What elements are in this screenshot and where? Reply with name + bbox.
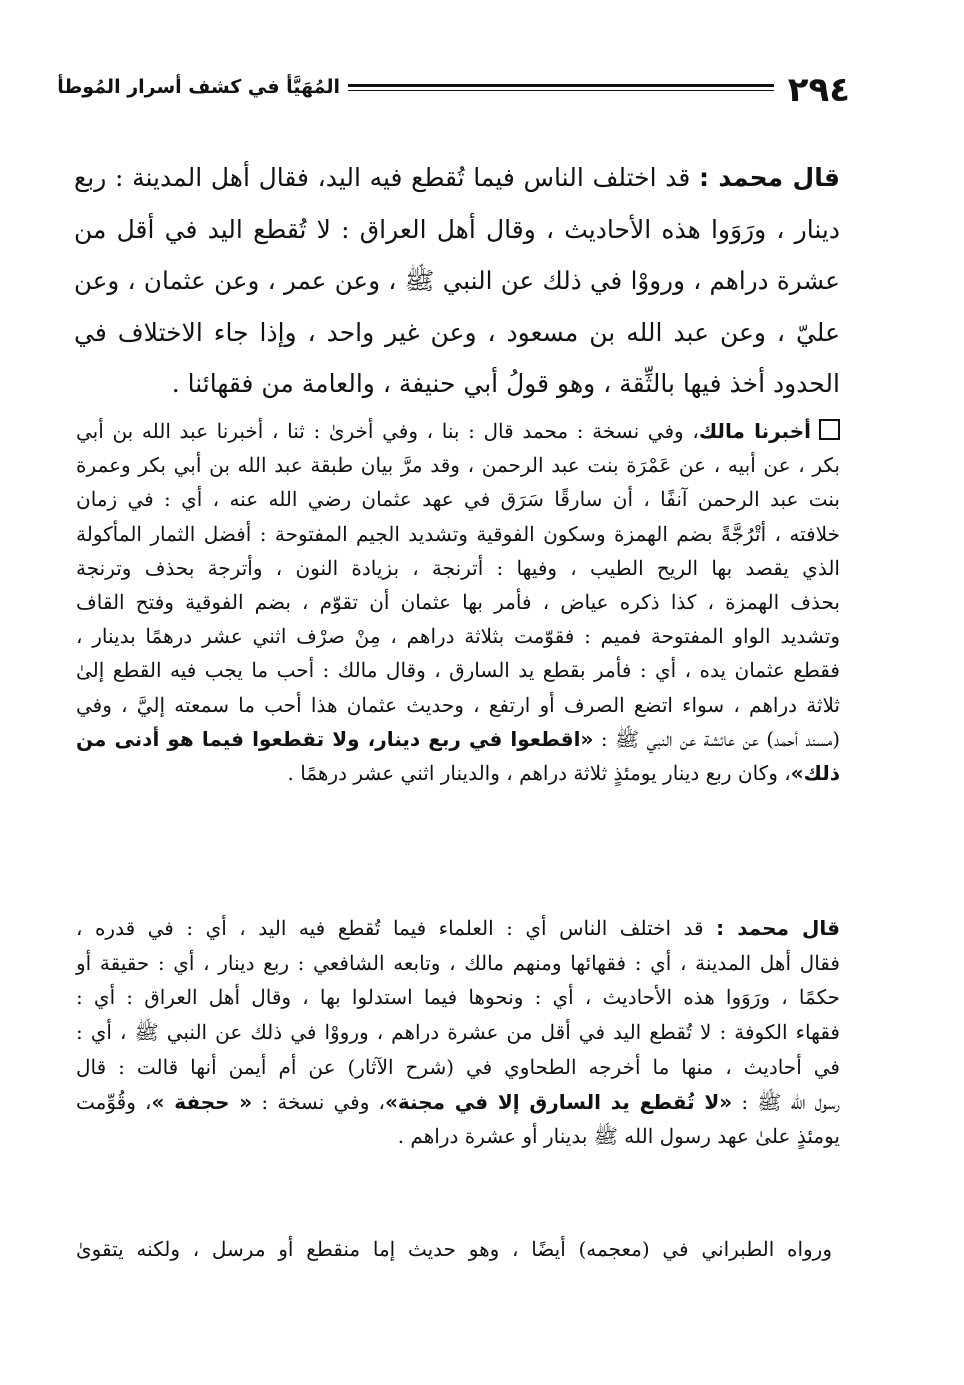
text-line: فقطع عثمان يده ، أي : فأمر بقطع يد السارق ، وقال مالك : أحب ما يجب فيه القطع إلىٰ [76,658,840,683]
text-line: رسول الله ﷺ : «لا تُقطع يد السارق إلا في مجنة»، وفي نسخة : « حجفة »، وقُوِّمت [76,1089,840,1114]
speaker-lead: قال محمد : [698,163,840,192]
text-line: الحدود أخذ فيها بالثِّقة ، وهو قولُ أبي حنيفة ، والعامة من فقهائنا . [171,369,840,398]
text-line: عشرة دراهم ، ورووْا في ذلك عن النبي ﷺ ، وعن عمر ، وعن عثمان ، وعن [74,266,840,295]
text-line: قال محمد : قد اختلف الناس فيما تُقطع فيه اليد، فقال أهل المدينة : ربع [74,163,840,192]
square-marker-icon [819,419,840,440]
text-line: بنت عبد الرحمن آنفًا ، أن سارقًا سَرَق في عهد عثمان رضي الله عنه ، أي : في زمان [76,487,840,512]
text-line: بحذف الهمزة ، كذا ذكره عياض ، فأمر بها عثمان أن تقوّم ، بضم الفوقية وفتح القاف [76,590,840,615]
hadith-quote: «لا تُقطع يد السارق إلا في مجنة» [385,1089,733,1114]
text-line: وتشديد الواو المفتوحة فميم : فقوّمت بثلاثة دراهم ، مِنْ صرْف اثني عشر درهمًا بدينار ، [76,624,840,649]
page-number: ٢٩٤ [787,70,850,110]
text-line: في أحاديث ، منها ما أخرجه الطحاوي في (شرح الآثار) عن أم أيمن أنها قالت : قال [76,1054,840,1079]
header-rule [348,84,774,91]
commentary-paragraph [76,1232,832,1266]
text-line: الذي يقصد بها الريح الطيب ، وفيها : أترنجة ، بزيادة النون ، وأترجة بحذف وترنجة [76,555,840,580]
text-line: فقال أهل المدينة ، أي : فقهائها ومنهم مالك ، وتابعه الشافعي : ربع دينار ، أي : حقيقة أو [76,950,840,975]
text-line: عليّ ، وعن عبد الله بن مسعود ، وعن غير واحد ، وإذا جاء الاختلاف في [74,317,840,347]
text-line: ورواه الطبراني في (معجمه) أيضًا ، وهو حديث إما منقطع أو مرسل ، ولكنه يتقوىٰ [76,1237,832,1261]
text-line: ذلك»، وكان ربع دينار يومئذٍ ثلاثة دراهم ، والدينار اثني عشر درهمًا . [287,761,840,786]
text-line: قال محمد : قد اختلف الناس أي : العلماء فيما تُقطع فيه اليد ، أي : في قدره ، [76,916,841,940]
text-line: حكمًا ، ورَوَوا هذه الأحاديث ، أي : ونحوها فيما استدلوا بها ، وقال أهل العراق : أي : [76,985,840,1010]
text-line: يومئذٍ علىٰ عهد رسول الله ﷺ بدينار أو عشرة دراهم . [397,1124,840,1149]
speaker-lead: قال محمد : [716,916,841,940]
page-header [57,70,850,120]
book-title: المُهَيَّأ في كشف أسرار المُوطأ [57,76,340,98]
narrator-lead: أخبرنا مالك [698,419,811,443]
main-text-paragraph [74,152,840,410]
variant-reading: « حجفة » [151,1089,253,1114]
text-line: بكر ، عن أبيه ، عن عَمْرَة بنت عبد الرحمن ، وقد مرَّ بيان طبقة عبد الله بن أبي بكر وعمرة [76,453,840,478]
commentary-paragraph [76,414,840,790]
text-line: فقهاء الكوفة : لا تُقطع اليد في أقل من عشرة دراهم ، ورووْا في ذلك عن النبي ﷺ ، أي : [76,1020,840,1045]
text-line: خلافته ، أتْرُجَّةً بضم الهمزة وسكون الفوقية وتشديد الجيم المفتوحة : أفضل الثمار المأكولة [76,521,840,546]
hadith-quote-end: ذلك» [790,761,840,786]
commentary-paragraph [76,911,840,1154]
hadith-quote: «اقطعوا في ربع دينار، ولا تقطعوا فيما هو أدنى من [76,726,594,751]
text-line: ثلاثة دراهم ، سواء اتضع الصرف أو ارتفع ، وحديث عثمان هذا أحب ما سمعته إليَّ ، وفي [76,692,840,717]
text-line: دينار ، ورَوَوا هذه الأحاديث ، وقال أهل العراق : لا تُقطع اليد في أقل من [74,214,840,244]
text-line: (مسند أحمد) عن عائشة عن النبي ﷺ : «اقطعوا في ربع دينار، ولا تقطعوا فيما هو أدنى من [76,726,841,751]
text-line: أخبرنا مالك، وفي نسخة : محمد قال : بنا ، وفي أخرىٰ : ثنا ، أخبرنا عبد الله بن أبي [76,414,840,448]
